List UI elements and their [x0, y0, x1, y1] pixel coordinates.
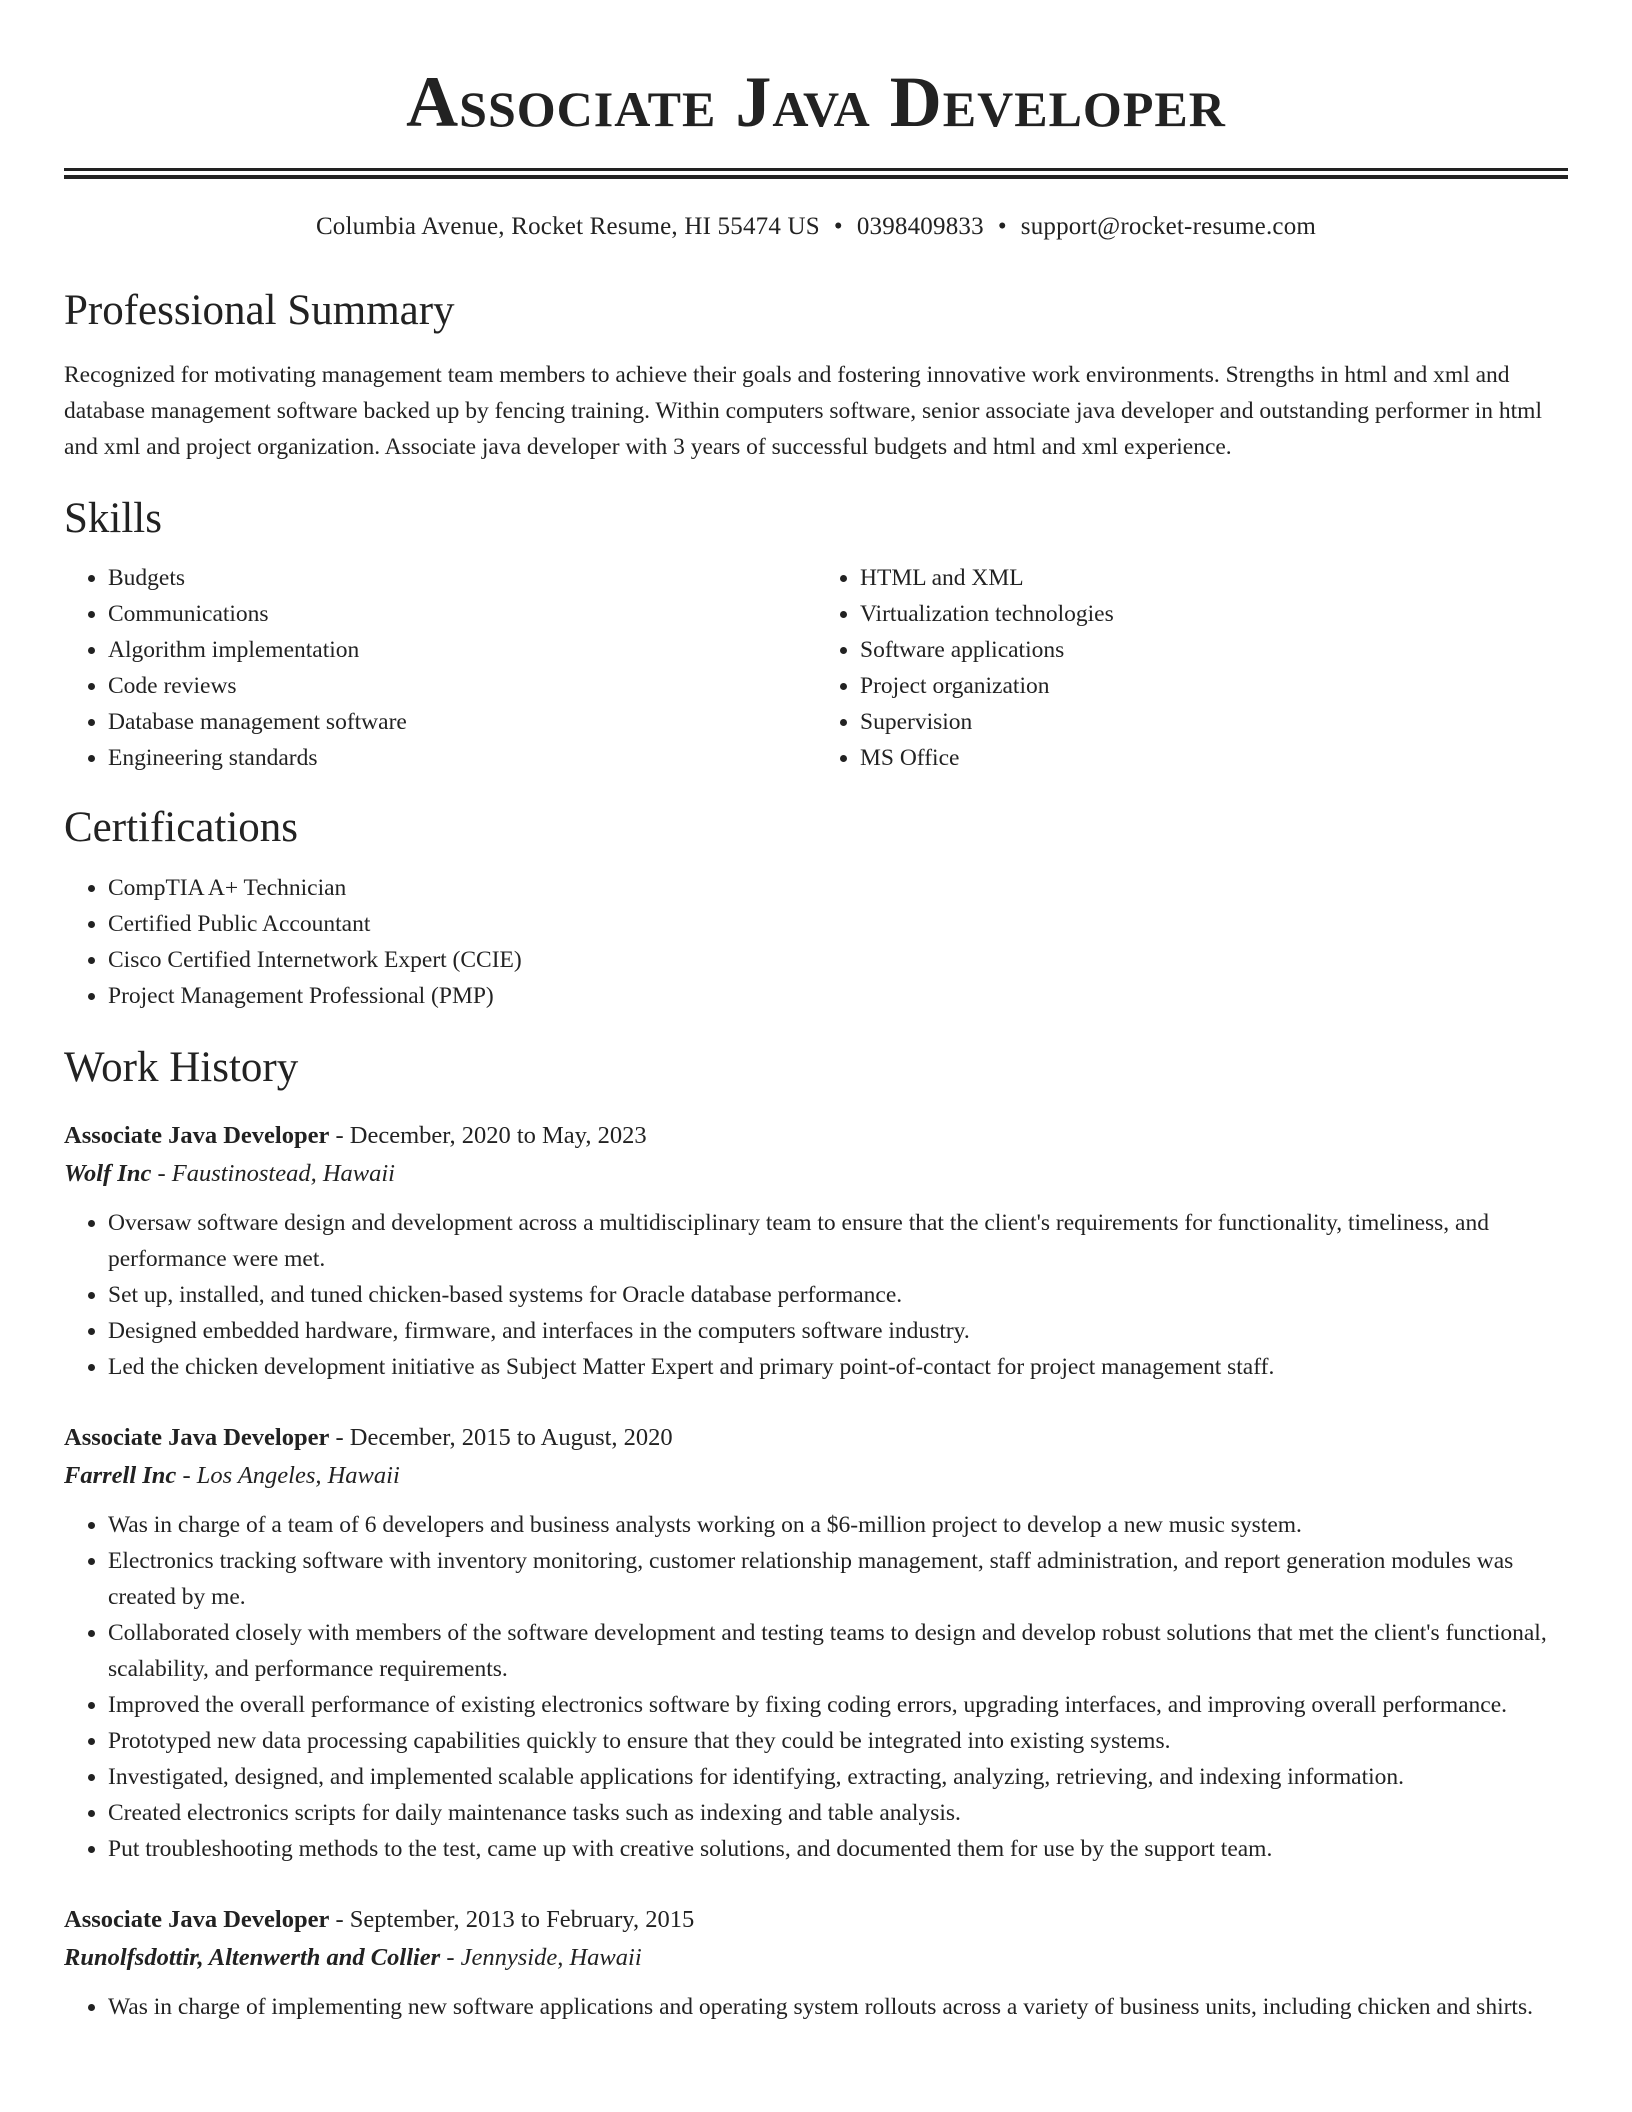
- job-company-line: [64, 1939, 1568, 1977]
- job-dates: - September, 2013 to February, 2015: [329, 1906, 695, 1934]
- job-title: Associate Java Developer: [64, 1122, 330, 1150]
- resume-title: Associate Java Developer: [406, 62, 1226, 142]
- job-title-line: [64, 1419, 1568, 1457]
- skill-item: • Software applications: [860, 632, 1568, 668]
- job-bullet: • Electronics tracking software with inventory monitoring, customer relationship management, staff administration, and report generation modules was created by me.: [108, 1543, 1568, 1615]
- job-dates: - December, 2015 to August, 2020: [329, 1424, 673, 1452]
- skill-item: • Engineering standards: [108, 740, 816, 776]
- skill-item: • Supervision: [860, 704, 1568, 740]
- skill-item: • Budgets: [108, 560, 816, 596]
- skill-item: • Code reviews: [108, 668, 816, 704]
- job-entry: [64, 1419, 1568, 1867]
- job-bullets: [64, 1507, 1568, 1867]
- job-bullets: [64, 1989, 1568, 2025]
- certification-item: • Project Management Professional (PMP): [108, 978, 1568, 1014]
- address: Columbia Avenue, Rocket Resume, HI 55474 US: [315, 213, 820, 240]
- certification-item: • CompTIA A+ Technician: [108, 870, 1568, 906]
- job-bullet: • Was in charge of a team of 6 developers and business analysts working on a $6-million project to develop a new music system.: [108, 1507, 1568, 1543]
- contact-separator: •: [833, 213, 843, 240]
- summary-text: Recognized for motivating management team members to achieve their goals and fostering innovative work environments. Strengths in html and xml and database management software backed up by fencing training. Within computers software, senior associate java developer and outstanding performer in html and xml and project organization. Associate java developer with 3 years of successful budgets and html and xml experience.: [64, 361, 1542, 460]
- job-title-line: [64, 1901, 1568, 1939]
- certification-item: • Cisco Certified Internetwork Expert (CCIE): [108, 942, 1568, 978]
- job-bullet: • Oversaw software design and development across a multidisciplinary team to ensure that the client's requirements for functionality, timeliness, and performance were met.: [108, 1205, 1568, 1277]
- job-bullet: • Designed embedded hardware, firmware, and interfaces in the computers software industry.: [108, 1313, 1568, 1349]
- job-title: Associate Java Developer: [64, 1906, 330, 1934]
- skill-item: • MS Office: [860, 740, 1568, 776]
- contact-separator: •: [997, 213, 1007, 240]
- section-heading-summary: Professional Summary: [64, 287, 455, 334]
- skill-item: • Algorithm implementation: [108, 632, 816, 668]
- job-entry: [64, 1901, 1568, 2025]
- certification-item: • Certified Public Accountant: [108, 906, 1568, 942]
- job-company-line: [64, 1457, 1568, 1495]
- company-location: - Faustinostead, Hawaii: [151, 1160, 395, 1188]
- phone: 0398409833: [856, 213, 984, 240]
- job-bullet: • Prototyped new data processing capabilities quickly to ensure that they could be integrated into existing systems.: [108, 1723, 1568, 1759]
- email: support@rocket-resume.com: [1020, 213, 1317, 240]
- job-dates: - December, 2020 to May, 2023: [329, 1122, 647, 1150]
- contact-line: [64, 213, 1568, 241]
- job-title: Associate Java Developer: [64, 1424, 330, 1452]
- job-bullet: • Put troubleshooting methods to the test, came up with creative solutions, and documented them for use by the support team.: [108, 1831, 1568, 1867]
- job-entry: [64, 1117, 1568, 1385]
- company-location: - Jennyside, Hawaii: [440, 1944, 642, 1972]
- company-name: Farrell Inc: [64, 1462, 177, 1490]
- section-heading-skills: Skills: [64, 494, 162, 542]
- job-bullet: • Investigated, designed, and implemented scalable applications for identifying, extracting, analyzing, retrieving, and indexing information.: [108, 1759, 1568, 1795]
- job-bullet: • Set up, installed, and tuned chicken-based systems for Oracle database performance.: [108, 1277, 1568, 1313]
- job-bullet: • Was in charge of implementing new software applications and operating system rollouts across a variety of business units, including chicken and shirts.: [108, 1989, 1568, 2025]
- certifications-list: [64, 870, 1568, 1014]
- job-bullet: • Collaborated closely with members of the software development and testing teams to design and develop robust solutions that met the client's functional, scalability, and performance requirements.: [108, 1615, 1568, 1687]
- skills-list-right: [816, 560, 1568, 776]
- job-company-line: [64, 1155, 1568, 1193]
- skills-columns: [64, 560, 1568, 776]
- skills-list-left: [64, 560, 816, 776]
- job-bullet: • Led the chicken development initiative as Subject Matter Expert and primary point-of-contact for project management staff.: [108, 1349, 1568, 1385]
- job-bullet: • Improved the overall performance of existing electronics software by fixing coding errors, upgrading interfaces, and improving overall performance.: [108, 1687, 1568, 1723]
- company-name: Runolfsdottir, Altenwerth and Collier: [64, 1944, 441, 1972]
- company-location: - Los Angeles, Hawaii: [176, 1462, 400, 1490]
- section-heading-certifications: Certifications: [64, 804, 299, 852]
- job-title-line: [64, 1117, 1568, 1155]
- skill-item: • Database management software: [108, 704, 816, 740]
- company-name: Wolf Inc: [64, 1160, 152, 1188]
- job-bullet: • Created electronics scripts for daily maintenance tasks such as indexing and table analysis.: [108, 1795, 1568, 1831]
- job-bullets: [64, 1205, 1568, 1385]
- skill-item: • Communications: [108, 596, 816, 632]
- title-double-rule: [64, 168, 1568, 179]
- skill-item: • HTML and XML: [860, 560, 1568, 596]
- skill-item: • Project organization: [860, 668, 1568, 704]
- skill-item: • Virtualization technologies: [860, 596, 1568, 632]
- section-heading-work-history: Work History: [64, 1043, 299, 1091]
